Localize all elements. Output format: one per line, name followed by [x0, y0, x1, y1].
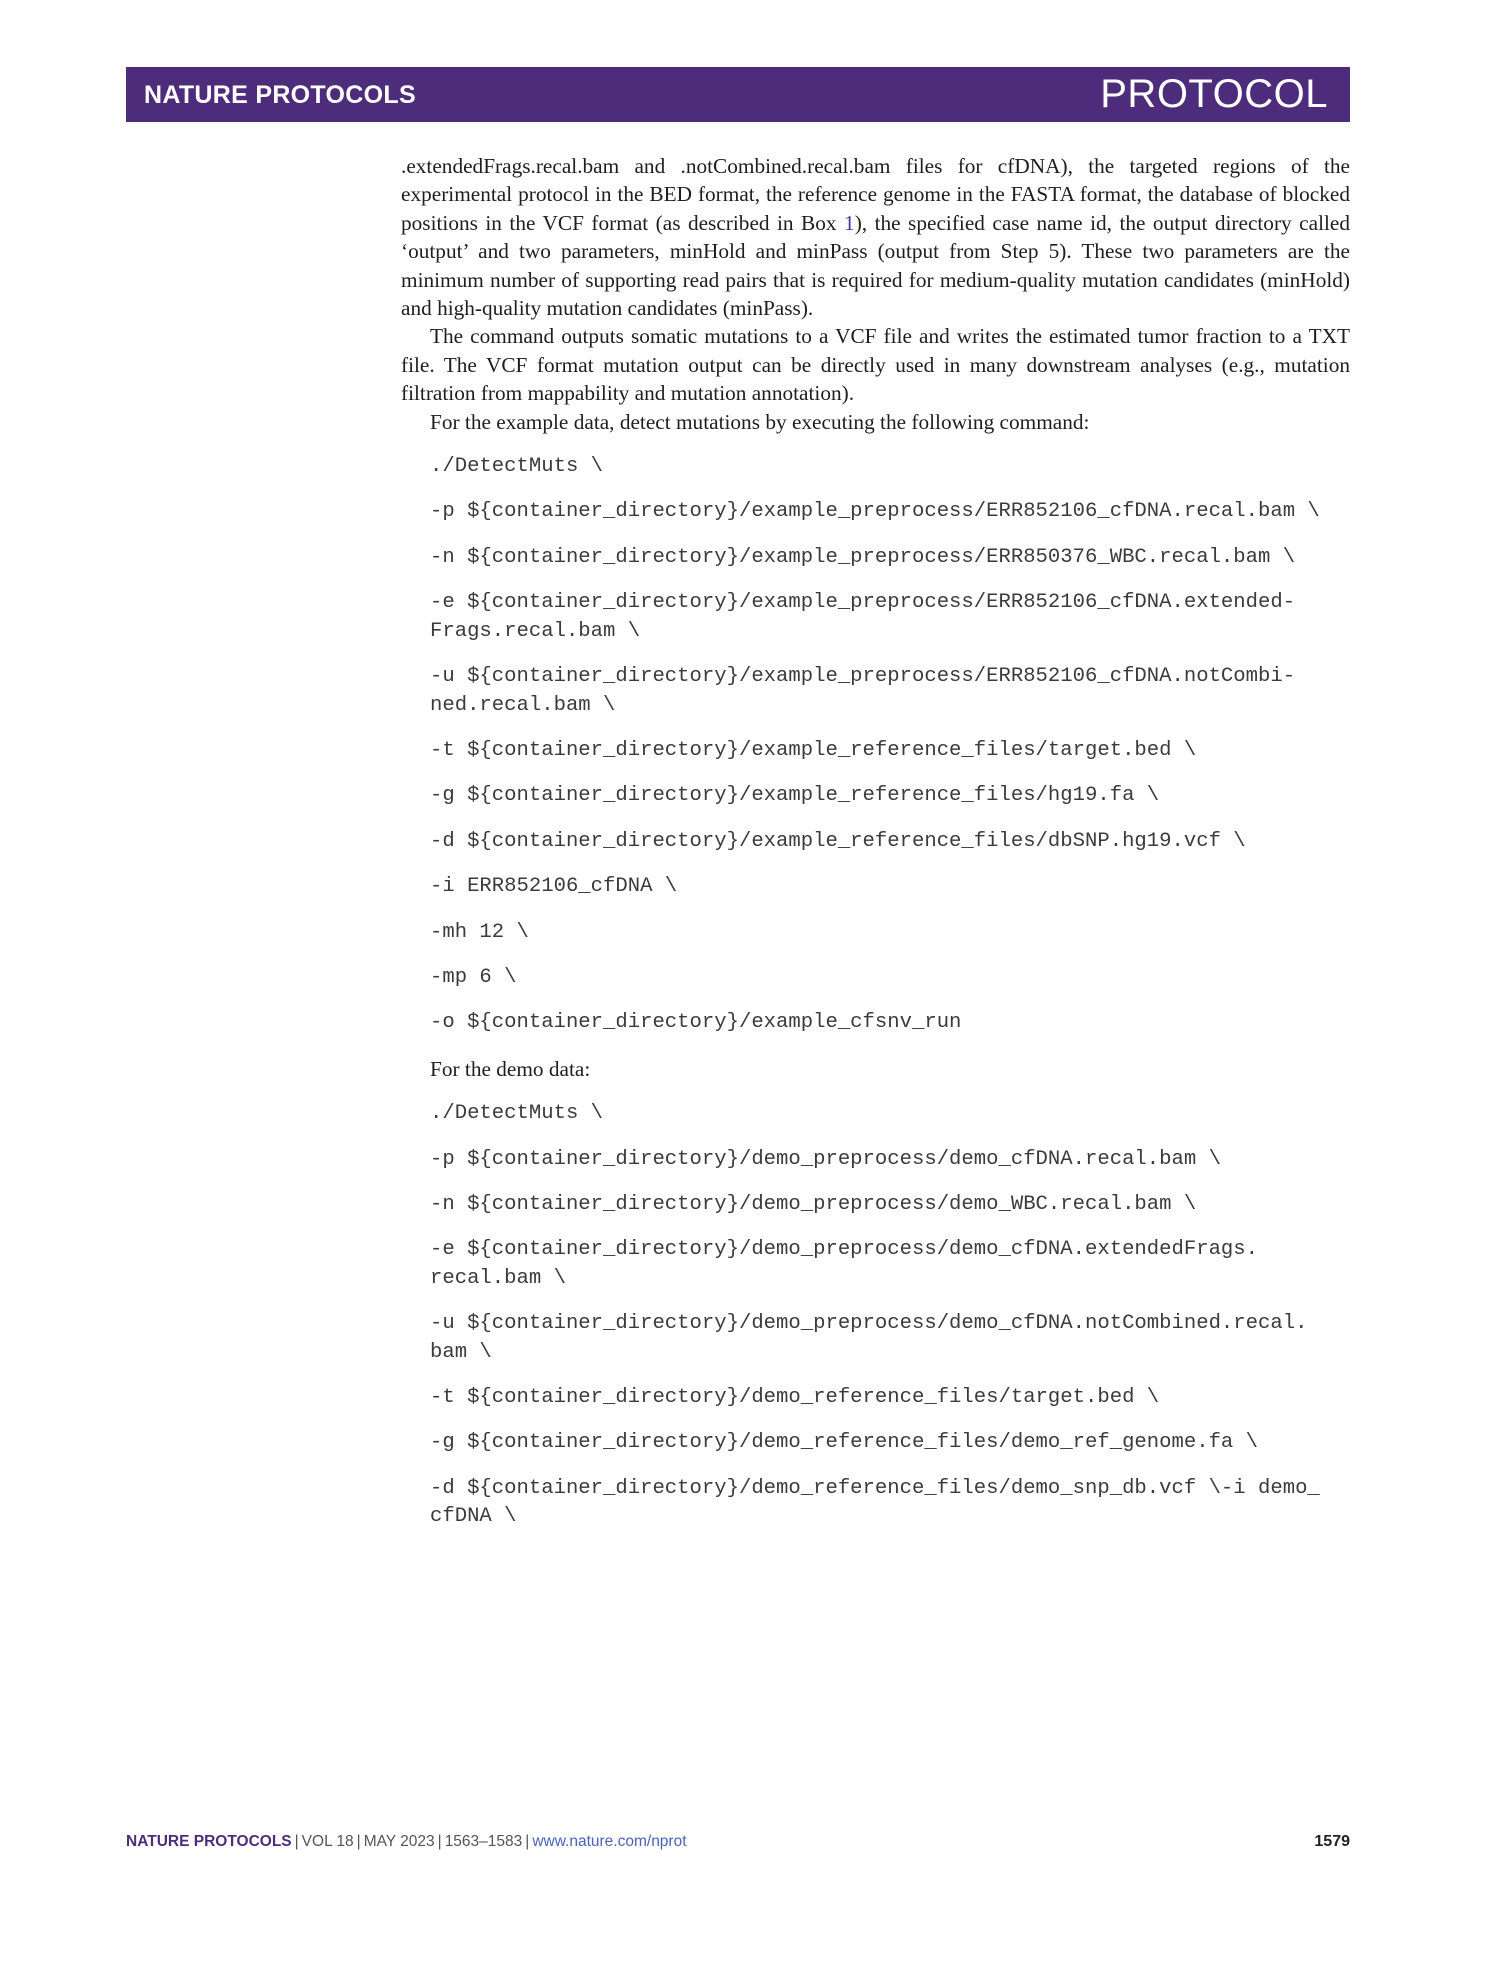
footer-date: MAY 2023 [363, 1833, 435, 1850]
code-line: -i ERR852106_cfDNA \ [430, 875, 678, 899]
paragraph-outputs: The command outputs somatic mutations to a VCF file and writes the estimated tumor fraction to a TXT file. The VCF format mutation output can be directly used in many downstream analyses (e.g., mutation filtration from mappability and mutation annotation). [401, 324, 1350, 406]
footer-url-link[interactable]: www.nature.com/nprot [532, 1833, 687, 1850]
journal-name: NATURE PROTOCOLS [144, 81, 416, 109]
example-command-block [401, 453, 1350, 1038]
journal-header-bar [126, 67, 1350, 122]
code-line: -p ${container_directory}/example_preprocess/ERR852106_cfDNA.recal.bam \ [430, 500, 1320, 524]
article-body [401, 152, 1350, 1532]
footer-pages: 1563–1583 [444, 1833, 523, 1850]
code-line: -n ${container_directory}/demo_preprocess/demo_WBC.recal.bam \ [430, 1192, 1197, 1216]
code-line: -t ${container_directory}/demo_reference_files/target.bed \ [430, 1386, 1160, 1409]
page-number: 1579 [1314, 1833, 1350, 1850]
footer-journal: NATURE PROTOCOLS [126, 1833, 292, 1850]
footer-volume: VOL 18 [301, 1833, 354, 1850]
code-line: -mp 6 \ [430, 965, 517, 989]
code-line: -e ${container_directory}/demo_preprocess/demo_cfDNA.extendedFrags. recal.bam \ [430, 1238, 1259, 1290]
footer-citation: NATURE PROTOCOLS | VOL 18 | MAY 2023 | 1563–1583 | www.nature.com/nprot [126, 1833, 687, 1850]
code-line: -u ${container_directory}/example_preprocess/ERR852106_cfDNA.notCombi- ned.recal.bam \ [430, 665, 1296, 717]
code-line: -mh 12 \ [430, 920, 529, 944]
paragraph-inputs: .extendedFrags.recal.bam and .notCombined.recal.bam files for cfDNA), the targeted regions of the experimental protocol in the BED format, the reference genome in the FASTA format, the database of blocked positions in the VCF format (as described in Box 1), the specified case name id, the output directory called ‘output’ and two parameters, minHold and minPass (output from Step 5). These two parameters are the minimum number of supporting read pairs that is required for medium-quality mutation candidates (minHold) and high-quality mutation candidates (minPass). [401, 154, 1351, 321]
code-line: -d ${container_directory}/demo_reference_files/demo_snp_db.vcf \-i demo_ cfDNA \ [430, 1476, 1320, 1529]
paragraph-example-intro: For the example data, detect mutations by executing the following command: [430, 409, 1090, 434]
code-line: -d ${container_directory}/example_reference_files/dbSNP.hg19.vcf \ [430, 829, 1246, 853]
demo-command-block [401, 1100, 1350, 1531]
code-line: -p ${container_directory}/demo_preprocess/demo_cfDNA.recal.bam \ [430, 1147, 1221, 1171]
box-reference-link[interactable]: 1 [844, 210, 855, 235]
code-line: -e ${container_directory}/example_preprocess/ERR852106_cfDNA.extended- Frags.recal.bam \ [430, 591, 1296, 643]
code-line: -g ${container_directory}/example_reference_files/hg19.fa \ [430, 784, 1160, 808]
code-line: ./DetectMuts \ [430, 455, 604, 479]
code-line: -g ${container_directory}/demo_reference_files/demo_ref_genome.fa \ [430, 1431, 1259, 1455]
code-line: -u ${container_directory}/demo_preprocess/demo_cfDNA.notCombined.recal. bam \ [430, 1312, 1308, 1364]
code-line: -o ${container_directory}/example_cfsnv_run [430, 1011, 962, 1035]
demo-intro: For the demo data: [430, 1056, 591, 1081]
section-label: PROTOCOL [1100, 72, 1328, 116]
code-line: -t ${container_directory}/example_reference_files/target.bed \ [430, 738, 1197, 762]
code-line: -n ${container_directory}/example_preprocess/ERR850376_WBC.recal.bam \ [430, 545, 1296, 569]
code-line: ./DetectMuts \ [430, 1102, 604, 1126]
